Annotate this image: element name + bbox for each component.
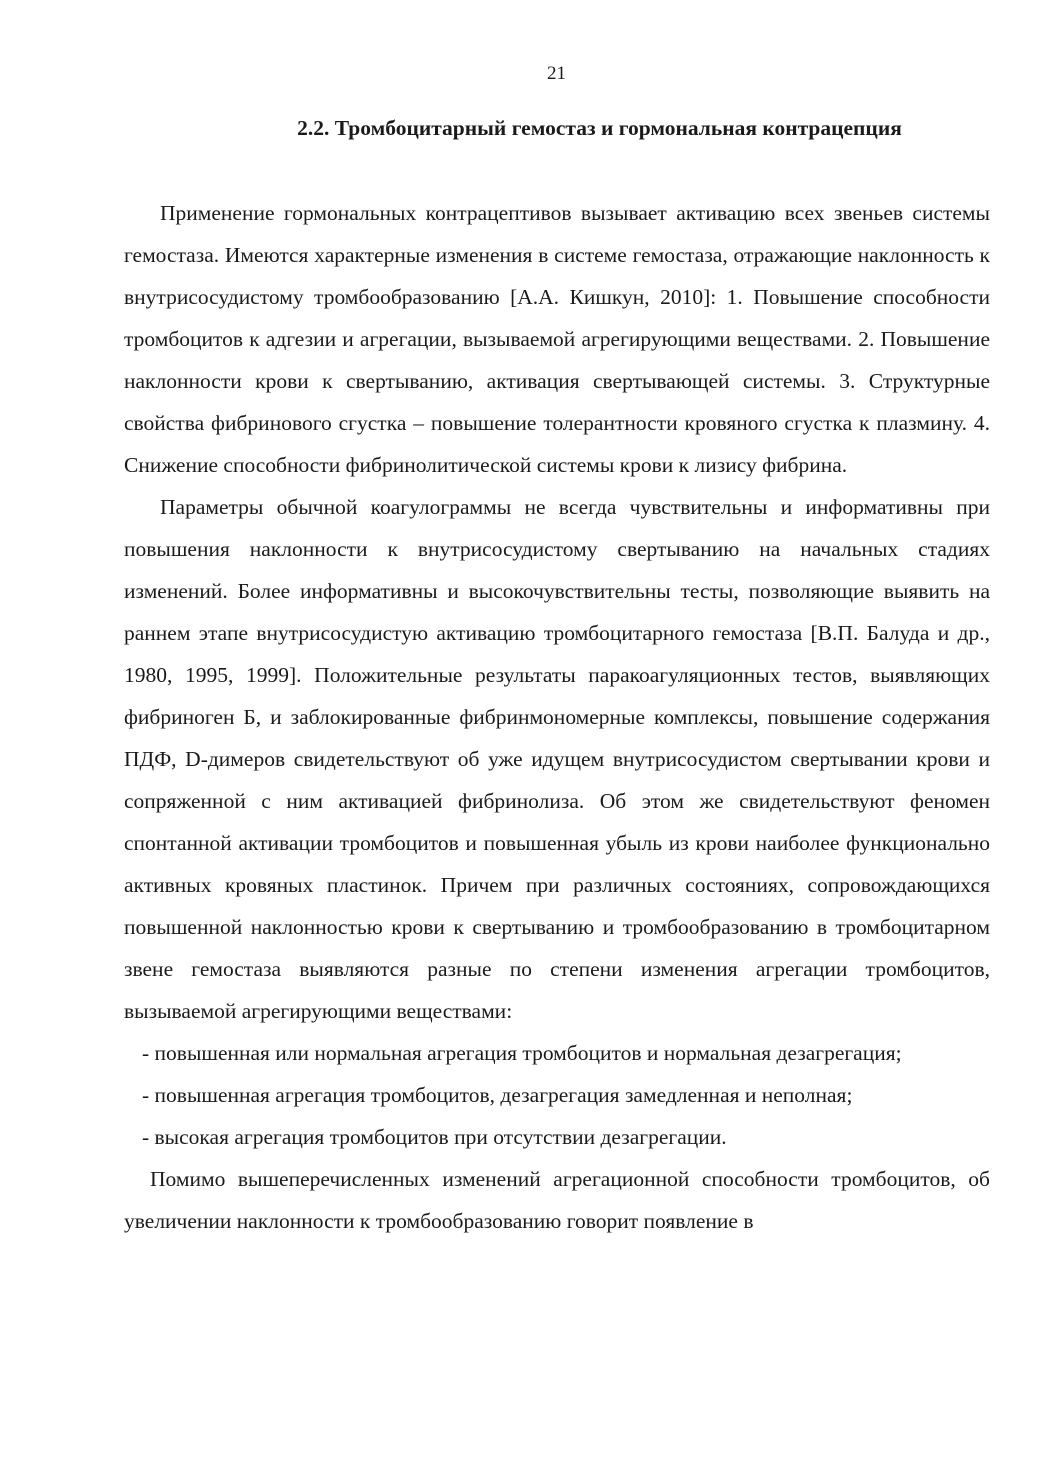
- page-number: 21: [547, 63, 566, 84]
- closing-paragraph: Помимо вышеперечисленных изменений агрегационной способности тромбоцитов, об увеличении наклонности к тромбообразованию говорит появление в: [124, 1167, 990, 1233]
- body-text: [124, 192, 990, 1242]
- paragraph-2: Параметры обычной коагулограммы не всегда чувствительны и информативны при повышения наклонности к внутрисосудистому свертыванию на начальных стадиях изменений. Более информативны и высокочувствительны тесты, позволяющие выявить на раннем этапе внутрисосудистую активацию тромбоцитарного гемостаза [В.П. Балуда и др., 1980, 1995, 1999]. Положительные результаты паракоагуляционных тестов, выявляющих фибриноген Б, и заблокированные фибринмономерные комплексы, повышение содержания ПДФ, D-димеров свидетельствуют об уже идущем внутрисосудистом свертывании крови и сопряженной с ним активацией фибринолиза. Об этом же свидетельствуют феномен спонтанной активации тромбоцитов и повышенная убыль из крови наиболее функционально активных кровяных пластинок. Причем при различных состояниях, сопровождающихся повышенной наклонностью крови к свертыванию и тромбообразованию в тромбоцитарном звене гемостаза выявляются разные по степени изменения агрегации тромбоцитов, вызываемой агрегирующими веществами:: [124, 495, 990, 1023]
- section-heading: 2.2. Тромбоцитарный гемостаз и гормональная контрацепция: [297, 116, 902, 140]
- list-item-2: - повышенная агрегация тромбоцитов, дезагрегация замедленная и неполная;: [142, 1083, 853, 1107]
- paragraph-1: Применение гормональных контрацептивов вызывает активацию всех звеньев системы гемостаза. Имеются характерные изменения в системе гемостаза, отражающие наклонность к внутрисосудистому тромбообразованию [А.А. Кишкун, 2010]: 1. Повышение способности тромбоцитов к адгезии и агрегации, вызываемой агрегирующими веществами. 2. Повышение наклонности крови к свертыванию, активация свертывающей системы. 3. Структурные свойства фибринового сгустка – повышение толерантности кровяного сгустка к плазмину. 4. Снижение способности фибринолитической системы крови к лизису фибрина.: [124, 201, 990, 477]
- list-item-3: - высокая агрегация тромбоцитов при отсутствии дезагрегации.: [142, 1125, 727, 1149]
- list-item-1: - повышенная или нормальная агрегация тромбоцитов и нормальная дезагрегация;: [142, 1041, 902, 1065]
